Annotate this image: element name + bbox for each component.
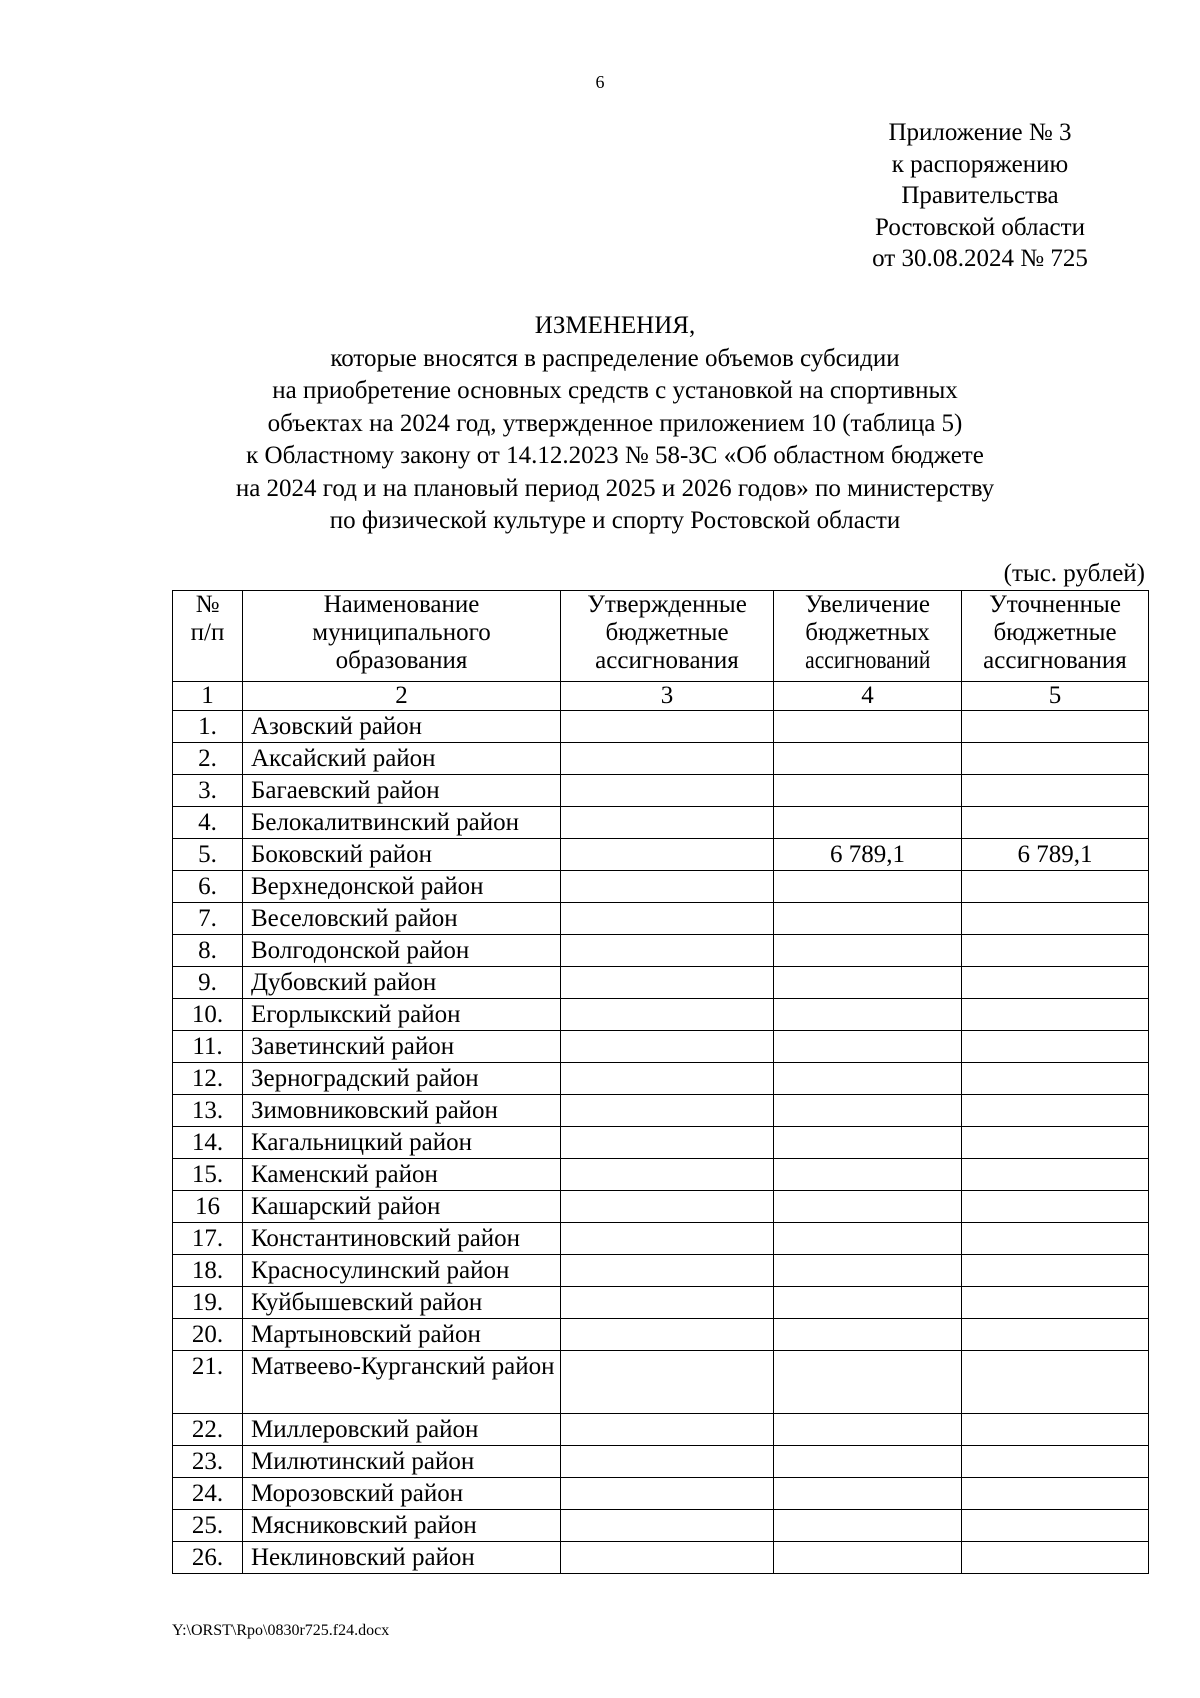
allocation-increase [774,1319,962,1351]
table-row [173,711,1149,743]
refined-allocation [962,935,1149,967]
refined-allocation [962,1031,1149,1063]
row-number: 11. [173,1031,243,1063]
header-refined: Уточненные бюджетные ассигнования [962,591,1149,682]
row-number: 21. [173,1351,243,1414]
allocation-increase [774,1478,962,1510]
appendix-line: Ростовской области [875,213,1085,241]
header-municipality: Наименование муниципального образования [243,591,561,682]
municipality-name: Заветинский район [243,1031,561,1063]
row-number: 12. [173,1063,243,1095]
row-number: 14. [173,1127,243,1159]
table-row [173,1351,1149,1414]
refined-allocation [962,1351,1149,1414]
refined-allocation [962,1446,1149,1478]
municipality-name: Багаевский район [243,775,561,807]
column-number: 2 [243,682,561,711]
table-row [173,871,1149,903]
municipality-name: Каменский район [243,1159,561,1191]
approved-allocation [561,1446,774,1478]
approved-allocation [561,1063,774,1095]
table-row [173,1095,1149,1127]
municipality-name: Неклиновский район [243,1542,561,1574]
title-line: на 2024 год и на плановый период 2025 и 2026 годов» по министерству [235,474,995,502]
municipality-name: Белокалитвинский район [243,807,561,839]
approved-allocation [561,807,774,839]
allocation-increase [774,871,962,903]
refined-allocation [962,903,1149,935]
approved-allocation [561,1223,774,1255]
row-number: 20. [173,1319,243,1351]
municipality-name: Егорлыкский район [243,999,561,1031]
municipality-name: Верхнедонской район [243,871,561,903]
allocation-increase [774,1414,962,1446]
refined-allocation [962,1223,1149,1255]
allocation-increase: 6 789,1 [774,839,962,871]
header-increase: Увеличение бюджетных ассигнований [774,591,962,682]
title-line: которые вносятся в распределение объемов субсидии [330,344,900,372]
approved-allocation [561,1510,774,1542]
allocation-increase [774,743,962,775]
refined-allocation [962,1414,1149,1446]
title-heading: ИЗМЕНЕНИЯ, [534,312,696,339]
table-body [173,711,1149,1574]
table-row [173,807,1149,839]
refined-allocation [962,1255,1149,1287]
row-number: 8. [173,935,243,967]
row-number: 19. [173,1287,243,1319]
allocation-increase [774,1510,962,1542]
file-path-footer: Y:\ORST\Rpo\0830r725.f24.docx [172,1622,390,1639]
table-row [173,743,1149,775]
page-number: 6 [595,72,605,92]
municipality-name: Веселовский район [243,903,561,935]
header-approved: Утвержденные бюджетные ассигнования [561,591,774,682]
allocation-increase [774,1223,962,1255]
refined-allocation [962,807,1149,839]
allocation-increase [774,1255,962,1287]
allocation-increase [774,1159,962,1191]
municipality-name: Мартыновский район [243,1319,561,1351]
approved-allocation [561,839,774,871]
allocation-increase [774,1031,962,1063]
municipality-name: Боковский район [243,839,561,871]
row-number: 2. [173,743,243,775]
allocation-increase [774,775,962,807]
municipality-name: Куйбышевский район [243,1287,561,1319]
allocation-increase [774,935,962,967]
table-row [173,1159,1149,1191]
approved-allocation [561,1095,774,1127]
refined-allocation [962,775,1149,807]
approved-allocation [561,743,774,775]
refined-allocation [962,743,1149,775]
table-row [173,935,1149,967]
municipality-name: Матвеево-Курганский район [243,1351,561,1414]
appendix-line: Правительства [901,182,1059,209]
table-row [173,1127,1149,1159]
appendix-block [840,117,1120,275]
approved-allocation [561,1478,774,1510]
table-row [173,903,1149,935]
column-number: 4 [774,682,962,711]
row-number: 18. [173,1255,243,1287]
allocation-increase [774,1446,962,1478]
header-number: № п/п [173,591,243,682]
column-number: 3 [561,682,774,711]
column-number-row [173,682,1149,711]
table-row [173,1414,1149,1446]
allocation-increase [774,1095,962,1127]
refined-allocation [962,1542,1149,1574]
refined-allocation: 6 789,1 [962,839,1149,871]
municipality-name: Зерноградский район [243,1063,561,1095]
municipality-name: Дубовский район [243,967,561,999]
municipality-name: Миллеровский район [243,1414,561,1446]
approved-allocation [561,1287,774,1319]
approved-allocation [561,775,774,807]
allocation-increase [774,1542,962,1574]
allocation-increase [774,1127,962,1159]
approved-allocation [561,1255,774,1287]
refined-allocation [962,711,1149,743]
allocation-increase [774,711,962,743]
municipality-name: Аксайский район [243,743,561,775]
approved-allocation [561,967,774,999]
municipality-name: Кашарский район [243,1191,561,1223]
title-line: на приобретение основных средств с установкой на спортивных [272,377,958,404]
table-row [173,1319,1149,1351]
refined-allocation [962,1510,1149,1542]
table-row [173,1191,1149,1223]
table-row [173,1223,1149,1255]
row-number: 10. [173,999,243,1031]
table-row [173,1287,1149,1319]
row-number: 4. [173,807,243,839]
row-number: 5. [173,839,243,871]
approved-allocation [561,1414,774,1446]
refined-allocation [962,1159,1149,1191]
allocation-increase [774,967,962,999]
table-header-row [173,591,1149,682]
refined-allocation [962,1319,1149,1351]
allocation-table [172,590,1149,1574]
approved-allocation [561,935,774,967]
title-line: объектах на 2024 год, утвержденное приложением 10 (таблица 5) [267,409,963,437]
table-row [173,999,1149,1031]
approved-allocation [561,871,774,903]
row-number: 13. [173,1095,243,1127]
allocation-increase [774,1063,962,1095]
municipality-name: Кагальницкий район [243,1127,561,1159]
municipality-name: Красносулинский район [243,1255,561,1287]
allocation-increase [774,1351,962,1414]
refined-allocation [962,1095,1149,1127]
approved-allocation [561,1542,774,1574]
approved-allocation [561,1127,774,1159]
allocation-increase [774,903,962,935]
municipality-name: Азовский район [243,711,561,743]
table-row [173,1063,1149,1095]
appendix-line: Приложение № 3 [888,119,1072,146]
allocation-increase [774,1287,962,1319]
approved-allocation [561,999,774,1031]
units-label: (тыс. рублей) [1003,560,1145,587]
municipality-name: Милютинский район [243,1446,561,1478]
approved-allocation [561,1351,774,1414]
approved-allocation [561,1159,774,1191]
title-line: к Областному закону от 14.12.2023 № 58-ЗС «Об областном бюджете [246,442,984,469]
row-number: 17. [173,1223,243,1255]
row-number: 3. [173,775,243,807]
table-row [173,1255,1149,1287]
row-number: 9. [173,967,243,999]
approved-allocation [561,1319,774,1351]
approved-allocation [561,711,774,743]
municipality-name: Волгодонской район [243,935,561,967]
refined-allocation [962,967,1149,999]
row-number: 25. [173,1510,243,1542]
refined-allocation [962,1287,1149,1319]
refined-allocation [962,1063,1149,1095]
row-number: 22. [173,1414,243,1446]
table-row [173,967,1149,999]
table-row [173,1478,1149,1510]
refined-allocation [962,999,1149,1031]
refined-allocation [962,871,1149,903]
row-number: 7. [173,903,243,935]
table-row [173,1031,1149,1063]
row-number: 23. [173,1446,243,1478]
row-number: 1. [173,711,243,743]
approved-allocation [561,1031,774,1063]
municipality-name: Морозовский район [243,1478,561,1510]
refined-allocation [962,1478,1149,1510]
municipality-name: Зимовниковский район [243,1095,561,1127]
municipality-name: Мясниковский район [243,1510,561,1542]
approved-allocation [561,903,774,935]
document-title [170,310,1060,538]
row-number: 15. [173,1159,243,1191]
approved-allocation [561,1191,774,1223]
appendix-line: от 30.08.2024 № 725 [872,245,1088,272]
table-row [173,1510,1149,1542]
appendix-line: к распоряжению [891,150,1069,178]
row-number: 26. [173,1542,243,1574]
table-row [173,839,1149,871]
title-line: по физической культуре и спорту Ростовской области [329,507,901,534]
refined-allocation [962,1191,1149,1223]
refined-allocation [962,1127,1149,1159]
row-number: 16 [173,1191,243,1223]
municipality-name: Константиновский район [243,1223,561,1255]
table-row [173,775,1149,807]
allocation-increase [774,999,962,1031]
column-number: 5 [962,682,1149,711]
column-number: 1 [173,682,243,711]
table-row [173,1446,1149,1478]
allocation-increase [774,1191,962,1223]
row-number: 6. [173,871,243,903]
allocation-increase [774,807,962,839]
row-number: 24. [173,1478,243,1510]
table-row [173,1542,1149,1574]
